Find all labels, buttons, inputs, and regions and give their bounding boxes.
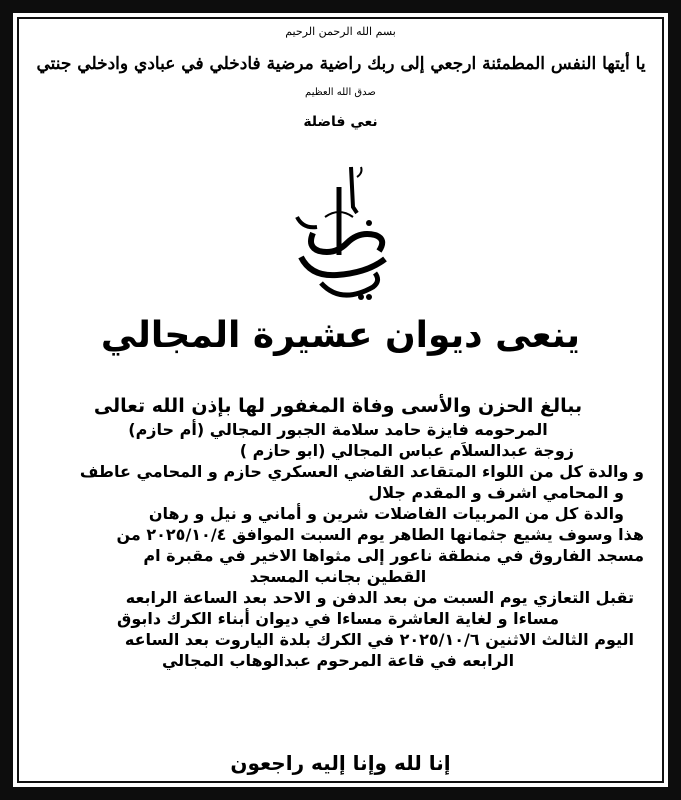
notice-line: المرحومه فايزة حامد سلامة الجبور المجالي (أم حازم)	[128, 420, 548, 439]
majali-calligraphy-logo	[277, 147, 407, 307]
notice-line: ببالغ الحزن والأسى وفاة المغفور لها بإذن الله تعالى	[93, 395, 583, 417]
notice-line: و والدة كل من اللواء المتقاعد القاضي العسكري حازم و المحامي عاطف	[79, 462, 644, 481]
notice-card	[17, 17, 664, 783]
notice-line: تقبل التعازي يوم السبت من بعد الدفن و الاحد بعد الساعة الرابعه	[125, 588, 634, 607]
quran-verse	[31, 41, 651, 87]
notice-line: الرابعه في قاعة المرحوم عبدالوهاب المجالي	[161, 651, 515, 670]
notice-line: القطين بجانب المسجد	[249, 567, 427, 586]
notice-line: هذا وسوف يشيع جثمانها الطاهر يوم السبت الموافق ٢٠٢٥/١٠/٤ من	[116, 525, 644, 544]
notice-type: نعي فاضلة	[303, 114, 378, 130]
headline: ينعى ديوان عشيرة المجالي	[100, 315, 581, 356]
closing-verse: إنا لله وإنا إليه راجعون	[230, 751, 451, 775]
notice-line: مسجد الفاروق في منطقة ناعور إلى مثواها الاخير في مقبرة ام	[143, 546, 644, 565]
notice-line: و المحامي اشرف و المقدم جلال	[368, 483, 624, 502]
notice-body	[32, 393, 644, 671]
notice-line: زوجة عبدالسلاَم عباس المجالي (ابو حازم )	[239, 441, 574, 460]
notice-line: والدة كل من المربيات الفاضلات شرين و أماني و نيل و رهان	[148, 504, 624, 523]
notice-line: اليوم الثالث الاثنين ٢٠٢٥/١٠/٦ في الكرك بلدة الياروت بعد الساعه	[124, 630, 634, 649]
sadaqa-line: صدق الله العظيم	[305, 87, 376, 98]
bismillah: بسم الله الرحمن الرحيم	[285, 25, 396, 38]
verse-text: يا أيتها النفس المطمئنة ارجعي إلى ربك راضية مرضية فادخلي في عبادي وادخلي جنتي	[36, 54, 646, 74]
notice-line: مساءا و لغاية العاشرة مساءا في ديوان أبناء الكرك دابوق	[117, 609, 559, 628]
